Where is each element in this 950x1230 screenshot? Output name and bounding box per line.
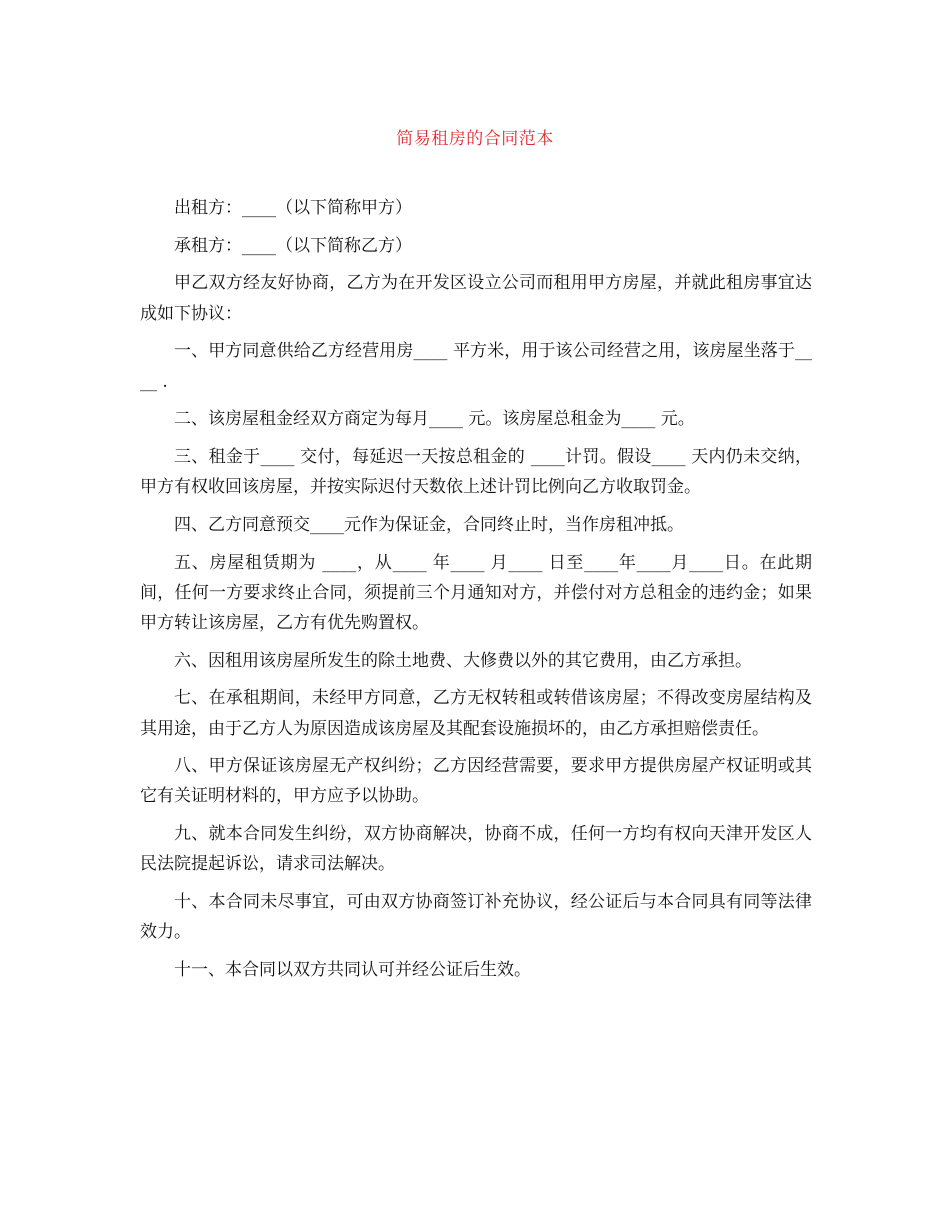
paragraph-clause-4: 四、乙方同意预交____元作为保证金，合同终止时，当作房租冲抵。 (174, 514, 684, 535)
paragraph-clause-1: 一、甲方同意供给乙方经营用房____ 平方米，用于该公司经营之用，该房屋坐落于____ . (140, 341, 812, 392)
document-title: 简易租房的合同范本 (396, 129, 554, 149)
paragraph-clause-6: 六、因租用该房屋所发生的除土地费、大修费以外的其它费用，由乙方承担。 (174, 650, 752, 671)
paragraph-clause-5: 五、房屋租赁期为 ____，从____ 年____ 月____ 日至____年____月____日。在此期间，任何一方要求终止合同，须提前三个月通知对方，并偿付对方总租金的违约金；如果甲方转让该房屋，乙方有优先购置权。 (140, 552, 812, 633)
paragraph-clause-3: 三、租金于____ 交付，每延迟一天按总租金的 ____计罚。假设____ 天内仍未交纳，甲方有权收回该房屋，并按实际迟付天数依上述计罚比例向乙方收取罚金。 (140, 446, 812, 498)
paragraph-clause-7: 七、在承租期间，未经甲方同意，乙方无权转租或转借该房屋；不得改变房屋结构及其用途，由于乙方人为原因造成该房屋及其配套设施损坏的，由乙方承担赔偿责任。 (140, 688, 812, 739)
paragraph-preamble: 甲乙双方经友好协商，乙方为在开发区设立公司而租用甲方房屋，并就此租房事宜达成如下协议： (140, 273, 812, 324)
document-body (140, 193, 812, 993)
paragraph-clause-10: 十、本合同未尽事宜，可由双方协商签订补充协议，经公证后与本合同具有同等法律效力。 (140, 892, 812, 943)
paragraph-lessor: 出租方：____（以下简称甲方） (174, 198, 412, 218)
paragraph-clause-9: 九、就本合同发生纠纷，双方协商解决，协商不成，任何一方均有权向天津开发区人民法院提起诉讼，请求司法解决。 (140, 824, 812, 875)
paragraph-lessee: 承租方：____（以下简称乙方） (174, 235, 412, 256)
paragraph-clause-2: 二、该房屋租金经双方商定为每月____ 元。该房屋总租金为____ 元。 (174, 409, 695, 430)
paragraph-clause-8: 八、甲方保证该房屋无产权纠纷；乙方因经营需要，要求甲方提供房屋产权证明或其它有关证明材料的，甲方应予以协助。 (140, 756, 812, 807)
paragraph-clause-11: 十一、本合同以双方共同认可并经公证后生效。 (174, 959, 531, 980)
